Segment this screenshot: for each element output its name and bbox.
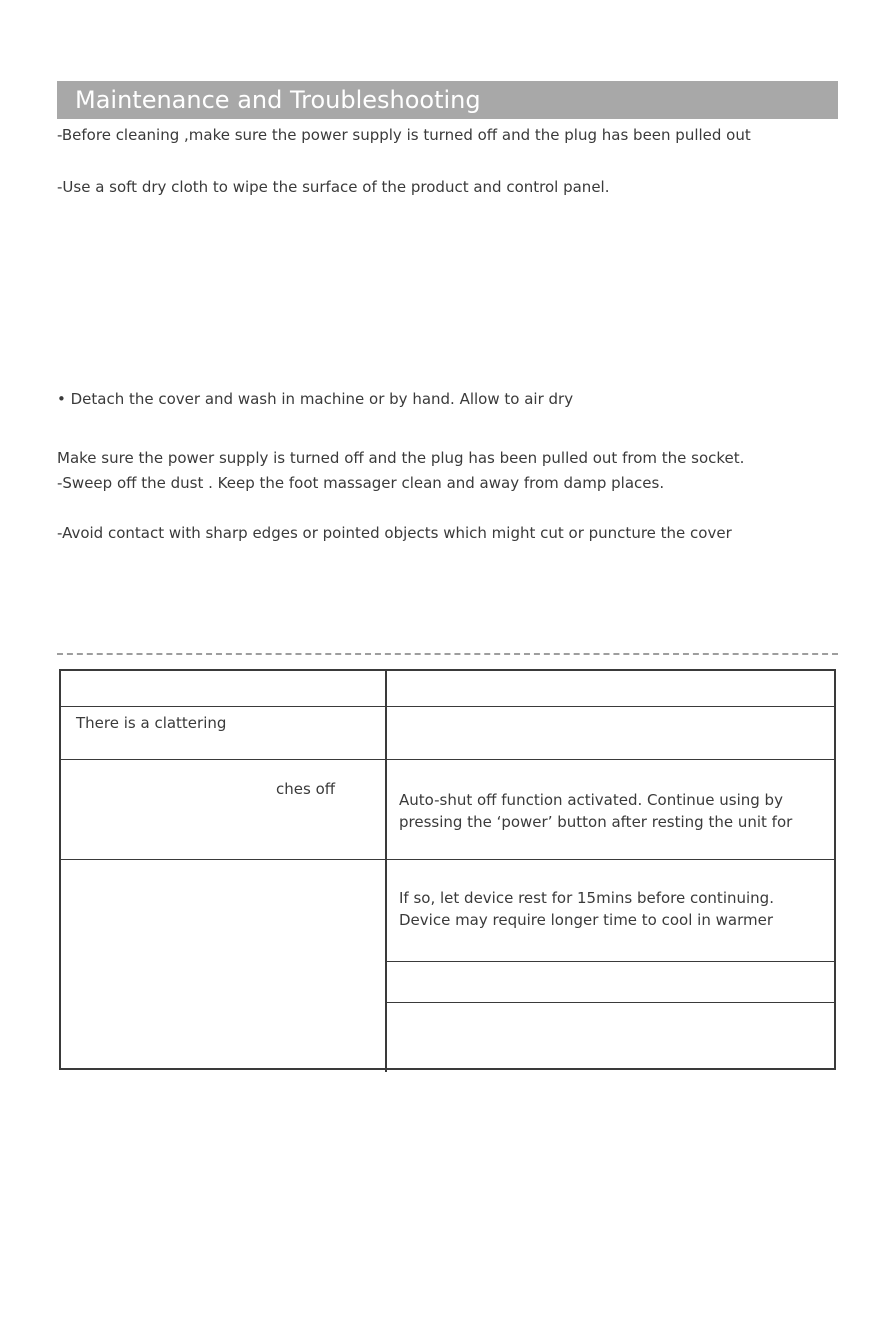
maintenance-line-5: -Sweep off the dust . Keep the foot massager clean and away from damp places. [57, 474, 665, 492]
table-column-divider [385, 669, 387, 1072]
table-row-divider [385, 961, 836, 962]
table-row-divider [59, 859, 836, 860]
section-title: Maintenance and Troubleshooting [75, 86, 481, 114]
table-cell-problem: There is a clattering [76, 714, 227, 732]
maintenance-line-4: Make sure the power supply is turned off and the plug has been pulled out from the socket. [57, 449, 745, 467]
table-row-divider [59, 706, 836, 707]
table-cell-solution: Auto-shut off function activated. Continue using by [399, 791, 783, 809]
maintenance-line-3: • Detach the cover and wash in machine or by hand. Allow to air dry [57, 390, 574, 408]
table-cell-solution: pressing the ‘power’ button after resting the unit for [399, 813, 793, 831]
maintenance-line-6: -Avoid contact with sharp edges or pointed objects which might cut or puncture the cover [57, 524, 732, 542]
table-row-divider [385, 1002, 836, 1003]
maintenance-line-2: -Use a soft dry cloth to wipe the surface of the product and control panel. [57, 178, 610, 196]
maintenance-line-1: -Before cleaning ,make sure the power supply is turned off and the plug has been pulled out [57, 126, 751, 144]
table-cell-problem: ches off [276, 780, 336, 798]
table-row-divider [59, 759, 836, 760]
section-header-bar [57, 81, 838, 119]
table-cell-solution: Device may require longer time to cool in warmer [399, 911, 773, 929]
table-cell-solution: If so, let device rest for 15mins before continuing. [399, 889, 774, 907]
dashed-divider [57, 653, 838, 655]
